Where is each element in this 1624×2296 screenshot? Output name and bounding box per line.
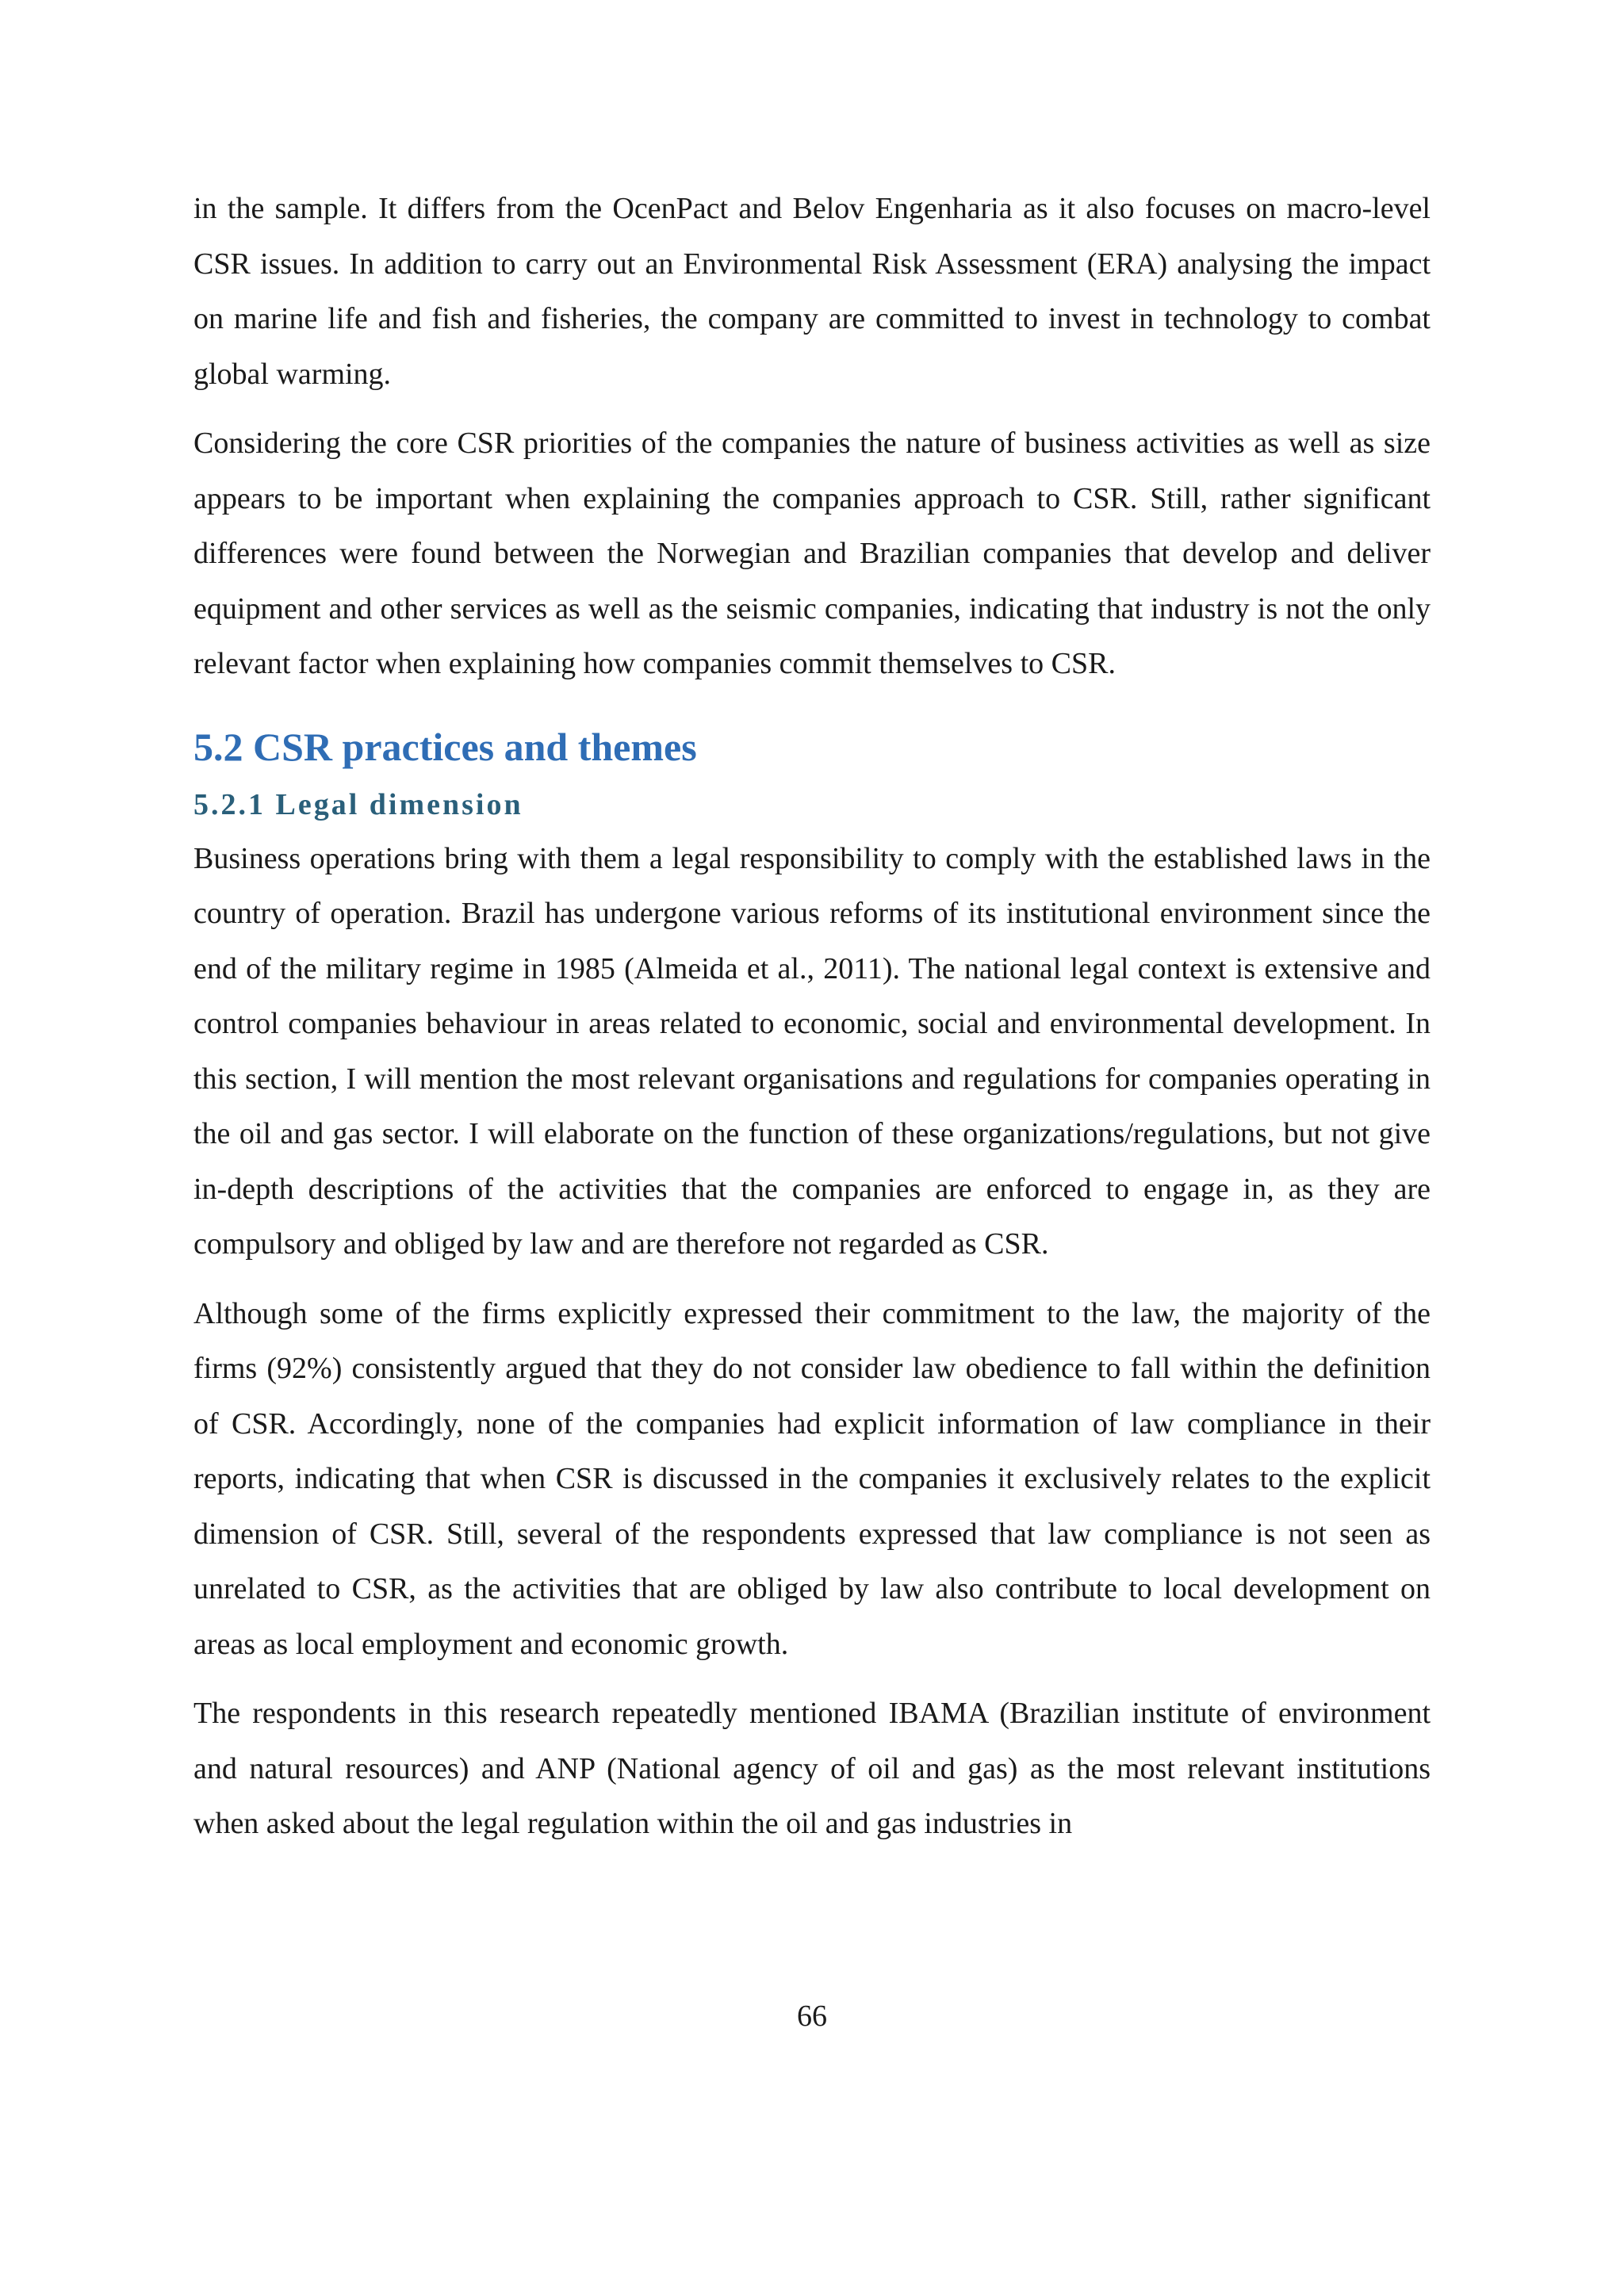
paragraph-body-2: Although some of the firms explicitly expressed their commitment to the law, the majority of the firms (92%) consistently argued that they do not consider law obedience to fall within the definition of CSR. Accordingly, none of the companies had explicit information of law compliance in their reports, indicating that when CSR is discussed in the companies it exclusively relates to the explicit dimension of CSR. Still, several of the respondents expressed that law compliance is not seen as unrelated to CSR, as the activities that are obliged by law also contribute to local development on areas as local employment and economic growth.	[193, 1296, 1431, 1661]
section-heading: 5.2 CSR practices and themes	[193, 724, 697, 769]
paragraph-body-3: The respondents in this research repeatedly mentioned IBAMA (Brazilian institute of environment and natural resources) and ANP (National agency of oil and gas) as the most relevant institutions when asked about the legal regulation within the oil and gas industries in	[193, 1697, 1431, 1840]
paragraph-intro-2: Considering the core CSR priorities of the companies the nature of business activities as well as size appears to be important when explaining the companies approach to CSR. Still, rather significant differences were found between the Norwegian and Brazilian companies that develop and deliver equipment and other services as well as the seismic companies, indicating that industry is not the only relevant factor when explaining how companies commit themselves to CSR.	[193, 427, 1431, 680]
page-number: 66	[797, 1999, 827, 2033]
subsection-heading: 5.2.1 Legal dimension	[193, 787, 523, 821]
paragraph-body-1: Business operations bring with them a legal responsibility to comply with the established laws in the country of operation. Brazil has undergone various reforms of its institutional environment since the end of the military regime in 1985 (Almeida et al., 2011). The national legal context is extensive and control companies behaviour in areas related to economic, social and environmental development. In this section, I will mention the most relevant organisations and regulations for companies operating in the oil and gas sector. I will elaborate on the function of these organizations/regulations, but not give in-depth descriptions of the activities that the companies are enforced to engage in, as they are compulsory and obliged by law and are therefore not regarded as CSR.	[193, 841, 1431, 1261]
paragraph-intro-1: in the sample. It differs from the OcenPact and Belov Engenharia as it also focuses on macro-level CSR issues. In addition to carry out an Environmental Risk Assessment (ERA) analysing the impact on marine life and fish and fisheries, the company are committed to invest in technology to combat global warming.	[193, 192, 1431, 391]
page-content	[193, 182, 1431, 1866]
